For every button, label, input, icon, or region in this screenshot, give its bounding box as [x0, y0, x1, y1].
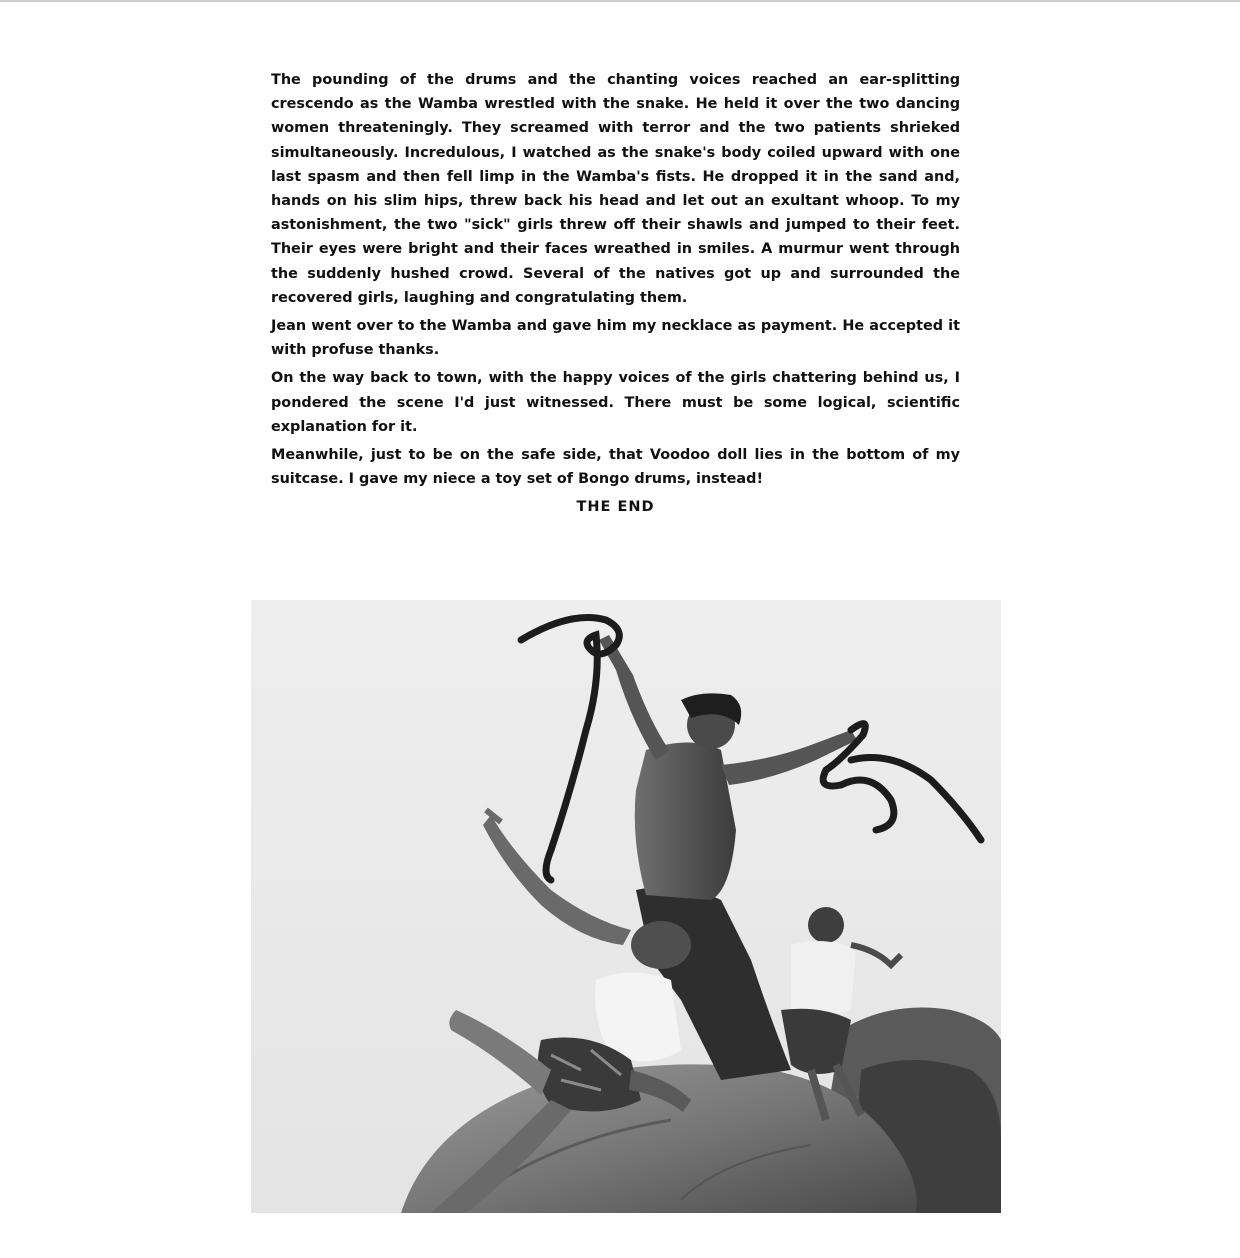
top-border: [0, 0, 1240, 2]
article-text: [271, 68, 960, 520]
paragraph-2: Jean went over to the Wamba and gave him my necklace as payment. He accepted it with profuse thanks.: [271, 318, 960, 359]
paragraph-1: The pounding of the drums and the chanting voices reached an ear-splitting crescendo as the Wamba wrestled with the snake. He held it over the two dancing women threateningly. They screamed with terror and the two patients shrieked simultaneously. Incredulous, I watched as the snake's body coiled upward with one last spasm and then fell limp in the Wamba's fists. He dropped it in the sand and, hands on his slim hips, threw back his head and let out an exultant whoop. To my astonishment, the two "sick" girls threw off their shawls and jumped to their feet. Their eyes were bright and their faces wreathed in smiles. A murmur went through the suddenly hushed crowd. Several of the natives got up and surrounded the recovered girls, laughing and congratulating them.: [271, 72, 960, 306]
paragraph-3: On the way back to town, with the happy voices of the girls chattering behind us, I pondered the scene I'd just witnessed. There must be some logical, scientific explanation for it.: [271, 370, 960, 435]
paragraph-4: Meanwhile, just to be on the safe side, that Voodoo doll lies in the bottom of my suitcase. I gave my niece a toy set of Bongo drums, instead!: [271, 447, 960, 488]
snake-dance-photo: [251, 600, 1001, 1213]
the-end-heading: THE END: [576, 499, 655, 516]
